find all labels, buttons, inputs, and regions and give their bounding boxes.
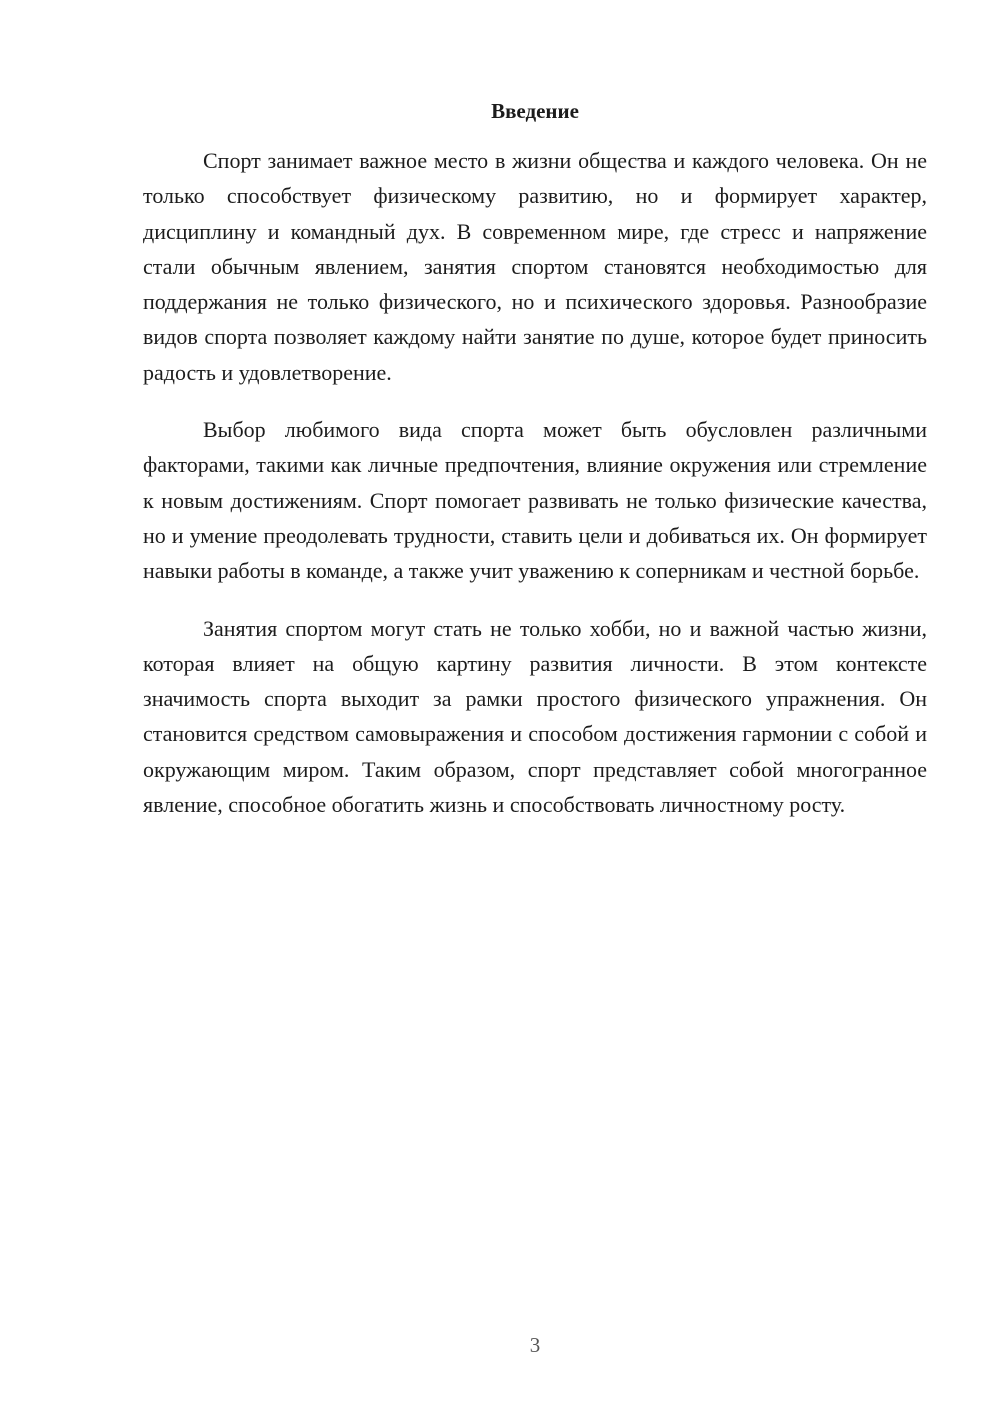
- page-title: Введение: [491, 99, 579, 123]
- page-number: 3: [529, 1333, 541, 1357]
- paragraph-2: Выбор любимого вида спорта может быть обусловлен различными факторами, такими как личные предпочтения, влияние окружения или стремление к новым достижениям. Спорт помогает развивать не только физические качества, но и умение преодолевать трудности, ставить цели и добиваться их. Он формирует навыки работы в команде, а также учит уважению к соперникам и честной борьбе.: [143, 417, 927, 584]
- paragraph-3: Занятия спортом могут стать не только хобби, но и важной частью жизни, которая влияет на общую картину развития личности. В этом контексте значимость спорта выходит за рамки простого физического упражнения. Он становится средством самовыражения и способом достижения гармонии с собой и окружающим миром. Таким образом, спорт представляет собой многогранное явление, способное обогатить жизнь и способствовать личностному росту.: [143, 615, 927, 818]
- body-text: [143, 143, 927, 844]
- paragraph-1: Спорт занимает важное место в жизни общества и каждого человека. Он не только способствует физическому развитию, но и формирует характер, дисциплину и командный дух. В современном мире, где стресс и напряжение стали обычным явлением, занятия спортом становятся необходимостью для поддержания не только физического, но и психического здоровья. Разнообразие видов спорта позволяет каждому найти занятие по душе, которое будет приносить радость и удовлетворение.: [143, 148, 927, 385]
